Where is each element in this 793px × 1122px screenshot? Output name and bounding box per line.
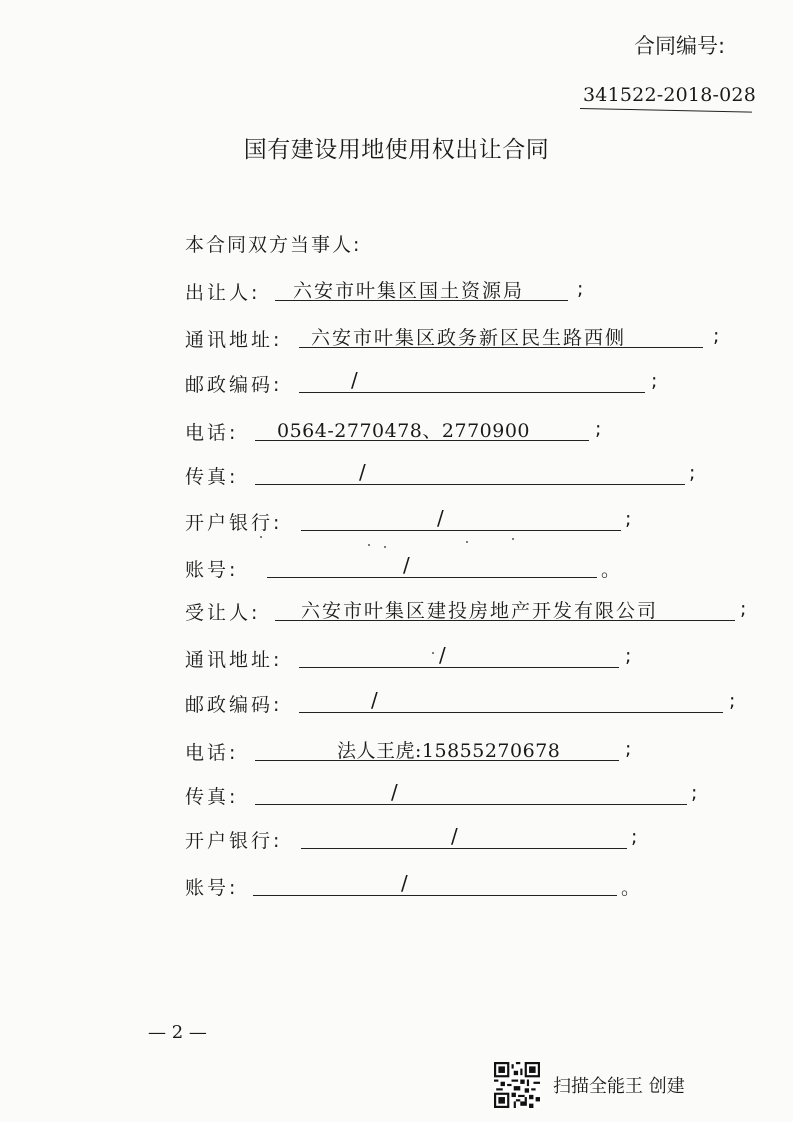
assignee-fax-value: / xyxy=(391,780,398,804)
assignor-phone-value: 0564-2770478、2770900 xyxy=(277,420,531,442)
assignor-bank-label: 开户银行: xyxy=(185,512,283,534)
scan-speck xyxy=(260,536,262,538)
assignee-address-label: 通讯地址: xyxy=(185,649,283,671)
assignee-account-label: 账号: xyxy=(185,877,239,899)
semicolon: ; xyxy=(651,370,658,392)
contract-number-label: 合同编号: xyxy=(634,34,726,58)
period: 。 xyxy=(601,559,621,581)
assignee-value: 六安市叶集区建投房地产开发有限公司 xyxy=(301,600,659,622)
contract-number-value: 341522-2018-028 xyxy=(583,84,756,106)
semicolon: ; xyxy=(625,645,632,667)
assignor-label: 出让人: xyxy=(185,282,261,304)
scanner-watermark: 扫描全能王 创建 xyxy=(553,1076,685,1097)
semicolon: ; xyxy=(577,278,584,300)
assignor-postcode-underline xyxy=(299,392,645,393)
assignee-bank-label: 开户银行: xyxy=(185,830,283,852)
scan-speck xyxy=(512,538,514,540)
semicolon: ; xyxy=(729,690,736,712)
assignor-postcode-value: / xyxy=(351,368,358,392)
assignee-address-value: / xyxy=(439,643,446,667)
assignee-fax-underline xyxy=(255,804,687,805)
page-number: — 2 — xyxy=(148,1022,207,1043)
assignee-address-underline xyxy=(299,667,619,668)
assignee-phone-value: 法人王虎:15855270678 xyxy=(337,740,561,762)
contract-number-underline xyxy=(580,108,752,113)
assignee-account-underline xyxy=(253,895,617,896)
assignor-account-label: 账号: xyxy=(185,559,239,581)
semicolon: ; xyxy=(713,325,720,347)
assignor-postcode-label: 邮政编码: xyxy=(185,374,283,396)
scan-speck xyxy=(368,544,370,546)
period: 。 xyxy=(621,877,641,899)
assignee-account-value: / xyxy=(401,871,408,895)
assignor-fax-value: / xyxy=(359,460,366,484)
assignor-bank-underline xyxy=(301,530,621,531)
assignor-account-value: / xyxy=(403,553,410,577)
assignee-label: 受让人: xyxy=(185,602,261,624)
assignee-postcode-value: / xyxy=(371,688,378,712)
assignor-address-label: 通讯地址: xyxy=(185,329,283,351)
parties-intro: 本合同双方当事人: xyxy=(185,234,362,256)
assignee-postcode-underline xyxy=(299,712,723,713)
document-title: 国有建设用地使用权出让合同 xyxy=(243,137,550,163)
assignee-fax-label: 传真: xyxy=(185,786,239,808)
assignor-fax-underline xyxy=(255,484,685,485)
semicolon: ; xyxy=(740,598,747,620)
qr-code-icon xyxy=(494,1062,540,1108)
semicolon: ; xyxy=(625,738,632,760)
assignor-value: 六安市叶集区国土资源局 xyxy=(293,280,525,302)
assignor-account-underline xyxy=(267,577,597,578)
assignee-bank-underline xyxy=(301,848,627,849)
semicolon: ; xyxy=(631,826,638,848)
assignor-address-value: 六安市叶集区政务新区民生路西侧 xyxy=(311,327,627,349)
semicolon: ; xyxy=(625,508,632,530)
assignee-bank-value: / xyxy=(451,824,458,848)
scan-speck xyxy=(384,546,386,548)
assignor-fax-label: 传真: xyxy=(185,466,239,488)
assignee-postcode-label: 邮政编码: xyxy=(185,694,283,716)
scan-speck xyxy=(466,541,468,543)
scan-speck xyxy=(432,652,434,654)
assignor-phone-label: 电话: xyxy=(185,422,239,444)
semicolon: ; xyxy=(689,462,696,484)
assignor-bank-value: / xyxy=(437,506,444,530)
assignee-phone-label: 电话: xyxy=(185,742,239,764)
semicolon: ; xyxy=(691,782,698,804)
semicolon: ; xyxy=(595,418,602,440)
